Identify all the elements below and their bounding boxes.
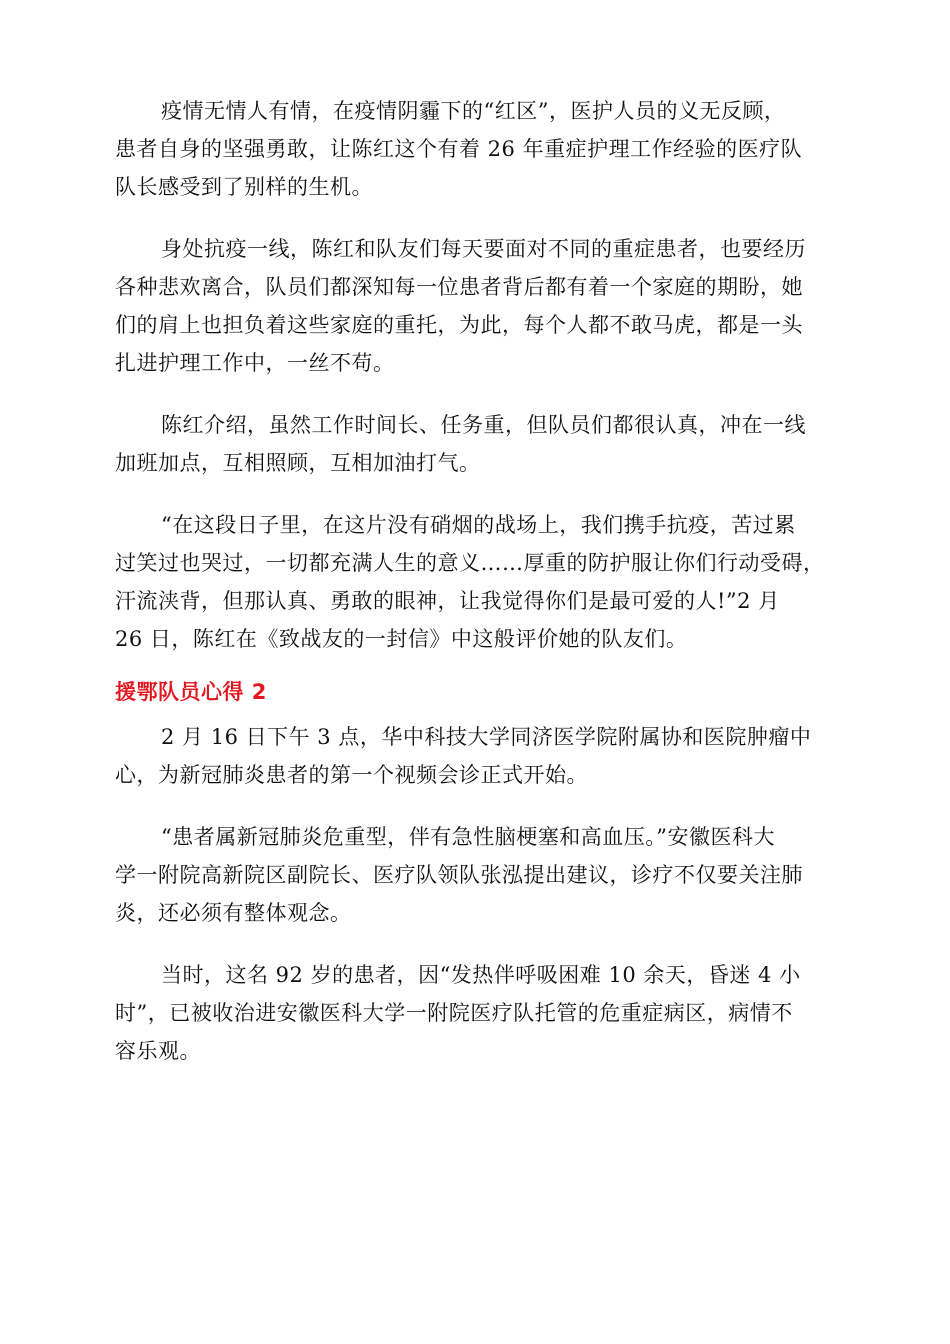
paragraph-line: 陈红介绍，虽然工作时间长、任务重，但队员们都很认真，冲在一线 xyxy=(161,413,806,437)
paragraph-line: 时”，已被收治进安徽医科大学一附院医疗队托管的危重症病区，病情不 xyxy=(115,1001,793,1025)
paragraph-line: 队长感受到了别样的生机。 xyxy=(115,175,373,199)
section-heading: 援鄂队员心得 2 xyxy=(115,680,267,704)
document-body xyxy=(115,92,840,1094)
paragraph-line: 汗流浃背，但那认真、勇敢的眼神，让我觉得你们是最可爱的人!”2 月 xyxy=(115,589,780,613)
paragraph-introduction xyxy=(115,406,840,482)
paragraph-line: 炎，还必须有整体观念。 xyxy=(115,901,352,925)
paragraph-red-zone xyxy=(115,92,840,206)
paragraph-patient-condition xyxy=(115,818,840,932)
paragraph-line: 学一附院高新院区副院长、医疗队领队张泓提出建议，诊疗不仅要关注肺 xyxy=(115,863,803,887)
paragraph-line: 疫情无情人有情，在疫情阴霾下的“红区”，医护人员的义无反顾， xyxy=(161,99,786,123)
paragraph-line: 们的肩上也担负着这些家庭的重托，为此，每个人都不敢马虎，都是一头 xyxy=(115,313,803,337)
paragraph-line: 2 月 16 日下午 3 点，华中科技大学同济医学院附属协和医院肿瘤中 xyxy=(161,725,812,749)
paragraph-line: 加班加点，互相照顾，互相加油打气。 xyxy=(115,451,481,475)
paragraph-line: 心，为新冠肺炎患者的第一个视频会诊正式开始。 xyxy=(115,763,588,787)
paragraph-line: 各种悲欢离合，队员们都深知每一位患者背后都有着一个家庭的期盼，她 xyxy=(115,275,803,299)
paragraph-line: 身处抗疫一线，陈红和队友们每天要面对不同的重症患者，也要经历 xyxy=(161,237,806,261)
paragraph-line: 患者自身的坚强勇敢，让陈红这个有着 26 年重症护理工作经验的医疗队 xyxy=(115,137,803,161)
paragraph-frontline xyxy=(115,230,840,382)
paragraph-letter-quote xyxy=(115,506,840,658)
paragraph-line: 过笑过也哭过，一切都充满人生的意义……厚重的防护服让你们行动受碍， xyxy=(115,551,825,575)
paragraph-line: 26 日，陈红在《致战友的一封信》中这般评价她的队友们。 xyxy=(115,627,688,651)
paragraph-line: “在这段日子里，在这片没有硝烟的战场上，我们携手抗疫，苦过累 xyxy=(161,513,796,537)
paragraph-line: 容乐观。 xyxy=(115,1039,201,1063)
paragraph-video-consultation xyxy=(115,718,840,794)
paragraph-line: “患者属新冠肺炎危重型，伴有急性脑梗塞和高血压。”安徽医科大 xyxy=(161,825,775,849)
paragraph-line: 当时，这名 92 岁的患者，因“发热伴呼吸困难 10 余天，昏迷 4 小 xyxy=(161,963,801,987)
paragraph-line: 扎进护理工作中，一丝不苟。 xyxy=(115,351,395,375)
paragraph-patient-history xyxy=(115,956,840,1070)
